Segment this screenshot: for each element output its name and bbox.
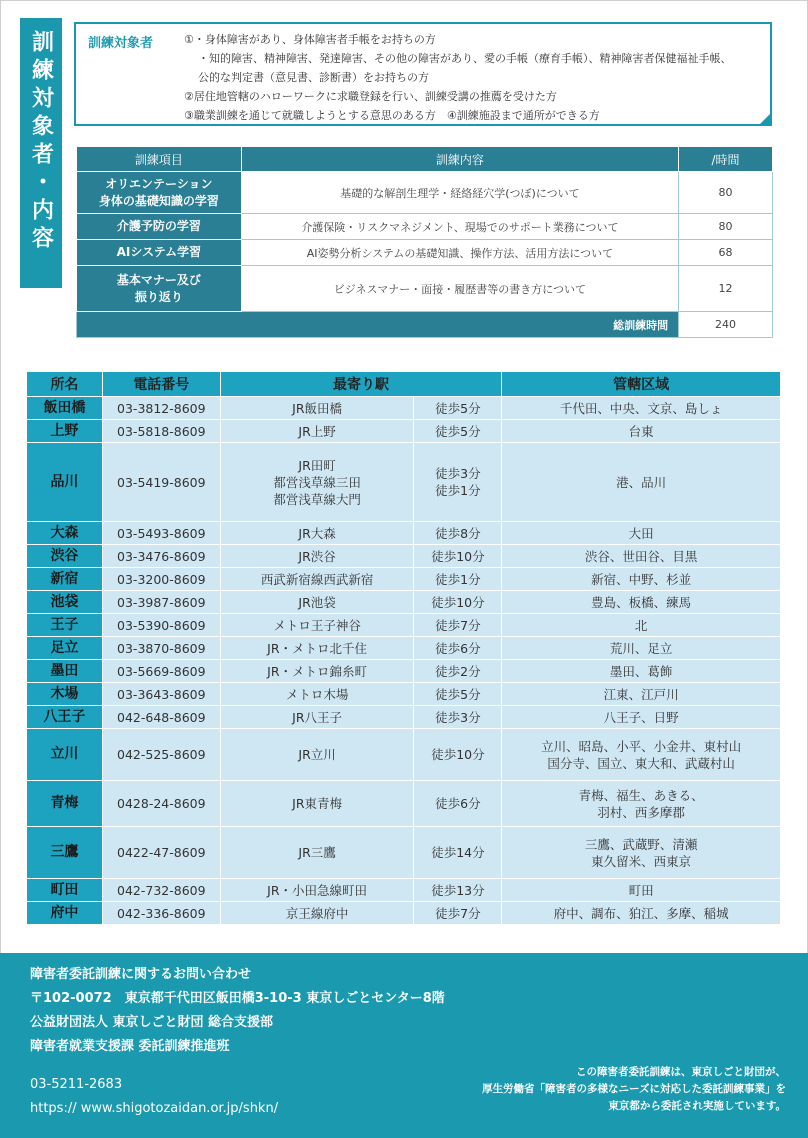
office-name: 品川	[27, 443, 103, 522]
office-area: 大田	[502, 522, 781, 545]
office-row	[27, 683, 781, 706]
office-station: JR上野	[220, 420, 414, 443]
office-name: 足立	[27, 637, 103, 660]
course-row	[77, 240, 773, 266]
office-tel: 042-336-8609	[102, 902, 220, 925]
office-area: 渋谷、世田谷、目黒	[502, 545, 781, 568]
office-station: 京王線府中	[220, 902, 414, 925]
target-line: ②居住地管轄のハローワークに求職登録を行い、訓練受講の推薦を受けた方	[184, 90, 557, 103]
office-name: 町田	[27, 879, 103, 902]
office-name: 青梅	[27, 781, 103, 827]
office-name: 池袋	[27, 591, 103, 614]
course-total-label: 総訓練時間	[77, 312, 679, 338]
office-station: JR三鷹	[220, 827, 414, 879]
office-area: 八王子、日野	[502, 706, 781, 729]
office-row	[27, 781, 781, 827]
office-name: 木場	[27, 683, 103, 706]
course-item: 基本マナー及び 振り返り	[77, 266, 242, 312]
target-line: ①・身体障害があり、身体障害者手帳をお持ちの方	[184, 33, 436, 46]
note-line: 厚生労働省「障害者の多様なニーズに対応した委託訓練事業」を	[482, 1083, 786, 1095]
office-area: 府中、調布、狛江、多摩、稲城	[502, 902, 781, 925]
office-station: JR大森	[220, 522, 414, 545]
office-row	[27, 522, 781, 545]
office-station: JR・小田急線町田	[220, 879, 414, 902]
office-station: JR八王子	[220, 706, 414, 729]
office-walk: 徒歩6分	[414, 781, 502, 827]
contact-line: 〒102-0072 東京都千代田区飯田橋3-10-3 東京しごとセンター8階	[30, 991, 445, 1006]
office-tel: 03-5493-8609	[102, 522, 220, 545]
office-tel: 03-5818-8609	[102, 420, 220, 443]
office-row	[27, 420, 781, 443]
course-hours: 80	[679, 172, 773, 214]
office-tel: 03-3476-8609	[102, 545, 220, 568]
office-tel: 042-525-8609	[102, 729, 220, 781]
office-name: 三鷹	[27, 827, 103, 879]
course-content: AI姿勢分析システムの基礎知識、操作方法、活用方法について	[241, 240, 678, 266]
office-station: JR池袋	[220, 591, 414, 614]
office-area: 荒川、足立	[502, 637, 781, 660]
note-line: 東京都から委託され実施しています。	[608, 1100, 786, 1112]
office-tel: 03-3987-8609	[102, 591, 220, 614]
office-row	[27, 568, 781, 591]
office-row	[27, 397, 781, 420]
office-name: 府中	[27, 902, 103, 925]
office-walk: 徒歩10分	[414, 545, 502, 568]
office-walk: 徒歩10分	[414, 729, 502, 781]
office-header-area: 管轄区域	[502, 372, 781, 397]
office-station: JR渋谷	[220, 545, 414, 568]
office-area: 墨田、葛飾	[502, 660, 781, 683]
office-walk: 徒歩3分	[414, 706, 502, 729]
office-tel: 03-3870-8609	[102, 637, 220, 660]
office-row	[27, 591, 781, 614]
office-walk: 徒歩7分	[414, 614, 502, 637]
office-tel: 0422-47-8609	[102, 827, 220, 879]
course-row	[77, 266, 773, 312]
office-tel: 03-5390-8609	[102, 614, 220, 637]
course-content: 介護保険・リスクマネジメント、現場でのサポート業務について	[241, 214, 678, 240]
office-name: 立川	[27, 729, 103, 781]
target-line: ・知的障害、精神障害、発達障害、その他の障害があり、愛の手帳（療育手帳）、精神障害者保健福祉手帳、	[198, 52, 732, 65]
office-area: 立川、昭島、小平、小金井、東村山 国分寺、国立、東大和、武蔵村山	[502, 729, 781, 781]
office-area: 江東、江戸川	[502, 683, 781, 706]
office-station: JR東青梅	[220, 781, 414, 827]
course-item: オリエンテーション 身体の基礎知識の学習	[77, 172, 242, 214]
office-walk: 徒歩1分	[414, 568, 502, 591]
office-walk: 徒歩8分	[414, 522, 502, 545]
office-station: メトロ木場	[220, 683, 414, 706]
office-walk: 徒歩2分	[414, 660, 502, 683]
course-hours: 68	[679, 240, 773, 266]
office-row	[27, 827, 781, 879]
office-area: 港、品川	[502, 443, 781, 522]
office-tel: 03-3643-8609	[102, 683, 220, 706]
target-line: 公的な判定書（意見書、診断書）をお持ちの方	[198, 71, 429, 84]
office-station: JR飯田橋	[220, 397, 414, 420]
contact-line: 障害者委託訓練に関するお問い合わせ	[30, 967, 252, 982]
corner-decoration	[758, 112, 772, 126]
footer	[0, 953, 808, 1138]
office-station: JR・メトロ北千住	[220, 637, 414, 660]
office-name: 新宿	[27, 568, 103, 591]
course-content: 基礎的な解剖生理学・経絡経穴学(つぼ)について	[241, 172, 678, 214]
office-header-row	[27, 372, 781, 397]
contact-block	[30, 963, 445, 1059]
office-area: 豊島、板橋、練馬	[502, 591, 781, 614]
target-box	[74, 22, 772, 126]
office-header-name: 所名	[27, 372, 103, 397]
office-row	[27, 879, 781, 902]
footer-note	[482, 1064, 786, 1115]
office-walk: 徒歩10分	[414, 591, 502, 614]
course-header-hours: /時間	[679, 147, 773, 172]
course-total-row	[77, 312, 773, 338]
office-name: 飯田橋	[27, 397, 103, 420]
office-tel: 042-648-8609	[102, 706, 220, 729]
office-row	[27, 545, 781, 568]
contact-line: 公益財団法人 東京しごと財団 総合支援部	[30, 1015, 274, 1030]
target-lines	[184, 30, 732, 125]
office-station: JR田町 都営浅草線三田 都営浅草線大門	[220, 443, 414, 522]
office-area: 台東	[502, 420, 781, 443]
course-hours: 12	[679, 266, 773, 312]
note-line: この障害者委託訓練は、東京しごと財団が、	[576, 1066, 786, 1078]
office-station: メトロ王子神谷	[220, 614, 414, 637]
target-line: ③職業訓練を通じて就職しようとする意思のある方 ④訓練施設まで通所ができる方	[184, 109, 600, 122]
office-walk: 徒歩5分	[414, 683, 502, 706]
office-area: 町田	[502, 879, 781, 902]
office-name: 八王子	[27, 706, 103, 729]
office-header-station: 最寄り駅	[220, 372, 502, 397]
office-tel: 03-3200-8609	[102, 568, 220, 591]
office-name: 墨田	[27, 660, 103, 683]
target-label: 訓練対象者	[88, 36, 154, 51]
office-area: 千代田、中央、文京、島しょ	[502, 397, 781, 420]
office-walk: 徒歩6分	[414, 637, 502, 660]
office-name: 上野	[27, 420, 103, 443]
office-station: 西武新宿線西武新宿	[220, 568, 414, 591]
office-station: JR立川	[220, 729, 414, 781]
office-area: 青梅、福生、あきる、 羽村、西多摩郡	[502, 781, 781, 827]
office-area: 新宿、中野、杉並	[502, 568, 781, 591]
course-item: 介護予防の学習	[77, 214, 242, 240]
side-title-text: 訓練対象者・内容	[28, 30, 54, 254]
office-row	[27, 614, 781, 637]
office-walk: 徒歩14分	[414, 827, 502, 879]
office-station: JR・メトロ錦糸町	[220, 660, 414, 683]
office-row	[27, 706, 781, 729]
course-total-hours: 240	[679, 312, 773, 338]
office-row	[27, 729, 781, 781]
office-tel: 03-3812-8609	[102, 397, 220, 420]
office-walk: 徒歩3分 徒歩1分	[414, 443, 502, 522]
course-hours: 80	[679, 214, 773, 240]
office-tel: 03-5419-8609	[102, 443, 220, 522]
office-tel: 042-732-8609	[102, 879, 220, 902]
office-table	[26, 371, 781, 925]
office-name: 大森	[27, 522, 103, 545]
office-walk: 徒歩5分	[414, 397, 502, 420]
office-tel: 03-5669-8609	[102, 660, 220, 683]
contact-phone: 03-5211-2683	[30, 1077, 123, 1092]
contact-url[interactable]: https:// www.shigotozaidan.or.jp/shkn/	[30, 1101, 279, 1116]
office-header-tel: 電話番号	[102, 372, 220, 397]
office-row	[27, 637, 781, 660]
contact-tel-block	[30, 1073, 278, 1121]
office-row	[27, 902, 781, 925]
side-title	[20, 18, 62, 288]
course-content: ビジネスマナー・面接・履歴書等の書き方について	[241, 266, 678, 312]
office-row	[27, 660, 781, 683]
office-walk: 徒歩7分	[414, 902, 502, 925]
office-area: 三鷹、武蔵野、清瀬 東久留米、西東京	[502, 827, 781, 879]
office-name: 渋谷	[27, 545, 103, 568]
course-row	[77, 172, 773, 214]
office-walk: 徒歩13分	[414, 879, 502, 902]
course-row	[77, 214, 773, 240]
course-table	[76, 146, 773, 338]
office-walk: 徒歩5分	[414, 420, 502, 443]
course-header-content: 訓練内容	[241, 147, 678, 172]
office-area: 北	[502, 614, 781, 637]
contact-line: 障害者就業支援課 委託訓練推進班	[30, 1039, 230, 1054]
course-item: AIシステム学習	[77, 240, 242, 266]
office-tel: 0428-24-8609	[102, 781, 220, 827]
course-header-row	[77, 147, 773, 172]
course-header-item: 訓練項目	[77, 147, 242, 172]
office-row	[27, 443, 781, 522]
office-name: 王子	[27, 614, 103, 637]
